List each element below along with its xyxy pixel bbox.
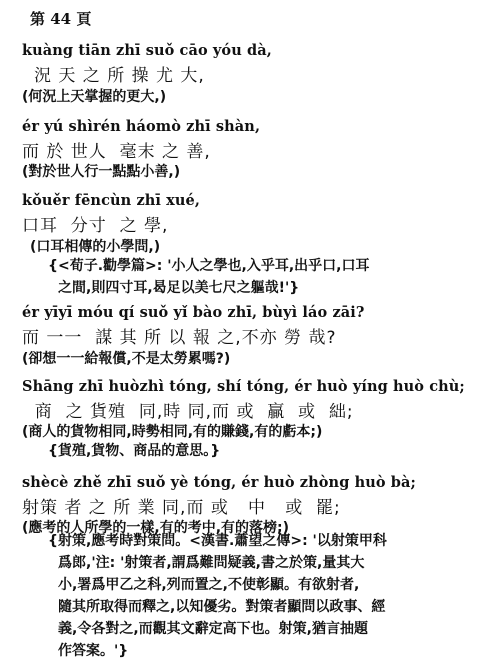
- annotation-line: 隨其所取得而釋之,以知優劣。對策者顯問以政事、經: [58, 599, 386, 615]
- annotation-note: [48, 440, 220, 462]
- pinyin-line: kǒuěr fēncùn zhī xué,: [22, 192, 201, 209]
- annotation-line: {射策,應考時對策問。<漢書.蕭望之傳>: '以射策甲科: [48, 533, 387, 549]
- translation-line: (應考的人所學的一樣,有的考中,有的落榜;): [22, 520, 290, 536]
- translation-line: (卻想一一給報償,不是太勞累嗎?): [22, 351, 231, 367]
- chinese-text-line: 而 一一 謀 其 所 以 報 之,不亦 勞 哉?: [22, 328, 337, 348]
- chinese-text-line: 口耳 分寸 之 學,: [22, 216, 169, 236]
- chinese-text-line: 射策 者 之 所 業 同,而 或 中 或 罷;: [22, 498, 341, 518]
- chinese-text-line: 況 天 之 所 操 尤 大,: [34, 66, 205, 86]
- translation-line: (口耳相傳的小學問,): [30, 239, 161, 255]
- annotation-line: 作答案。'}: [58, 643, 129, 659]
- annotation-line: 義,令各對之,而觀其文辭定高下也。射策,猶言抽題: [58, 621, 368, 637]
- chinese-text-line: 商 之 貨殖 同,時 同,而 或 贏 或 絀;: [22, 402, 354, 422]
- annotation-line: 爲郎,'注: '射策者,謂爲難問疑義,書之於策,量其大: [58, 555, 365, 571]
- pinyin-line: Shāng zhī huòzhì tóng, shí tóng, ér huò yíng huò chù;: [22, 378, 465, 395]
- annotation-note: [48, 530, 387, 662]
- page-number-heading: 第 44 頁: [30, 10, 92, 28]
- annotation-line: 小,署爲甲乙之科,列而置之,不使彰顯。有欲射者,: [58, 577, 360, 593]
- annotation-note: [48, 255, 369, 299]
- translation-line: (何況上天掌握的更大,): [22, 89, 167, 105]
- translation-line: (對於世人行一點點小善,): [22, 164, 181, 180]
- annotation-line: {貨殖,貨物、商品的意思。}: [48, 443, 221, 459]
- pinyin-line: ér yīyī móu qí suǒ yǐ bào zhī, bùyì láo zāi?: [22, 304, 365, 321]
- translation-line: (商人的貨物相同,時勢相同,有的賺錢,有的虧本;): [22, 424, 323, 440]
- annotation-line: 之間,則四寸耳,曷足以美七尺之軀哉!'}: [58, 280, 300, 296]
- annotation-line: {<荀子.勸學篇>: '小人之學也,入乎耳,出乎口,口耳: [48, 258, 370, 274]
- pinyin-line: ér yú shìrén háomò zhī shàn,: [22, 118, 261, 135]
- pinyin-line: kuàng tiān zhī suǒ cāo yóu dà,: [22, 42, 272, 59]
- chinese-text-line: 而 於 世人 毫末 之 善,: [22, 142, 211, 162]
- pinyin-line: shècè zhě zhī suǒ yè tóng, ér huò zhòng huò bà;: [22, 474, 416, 491]
